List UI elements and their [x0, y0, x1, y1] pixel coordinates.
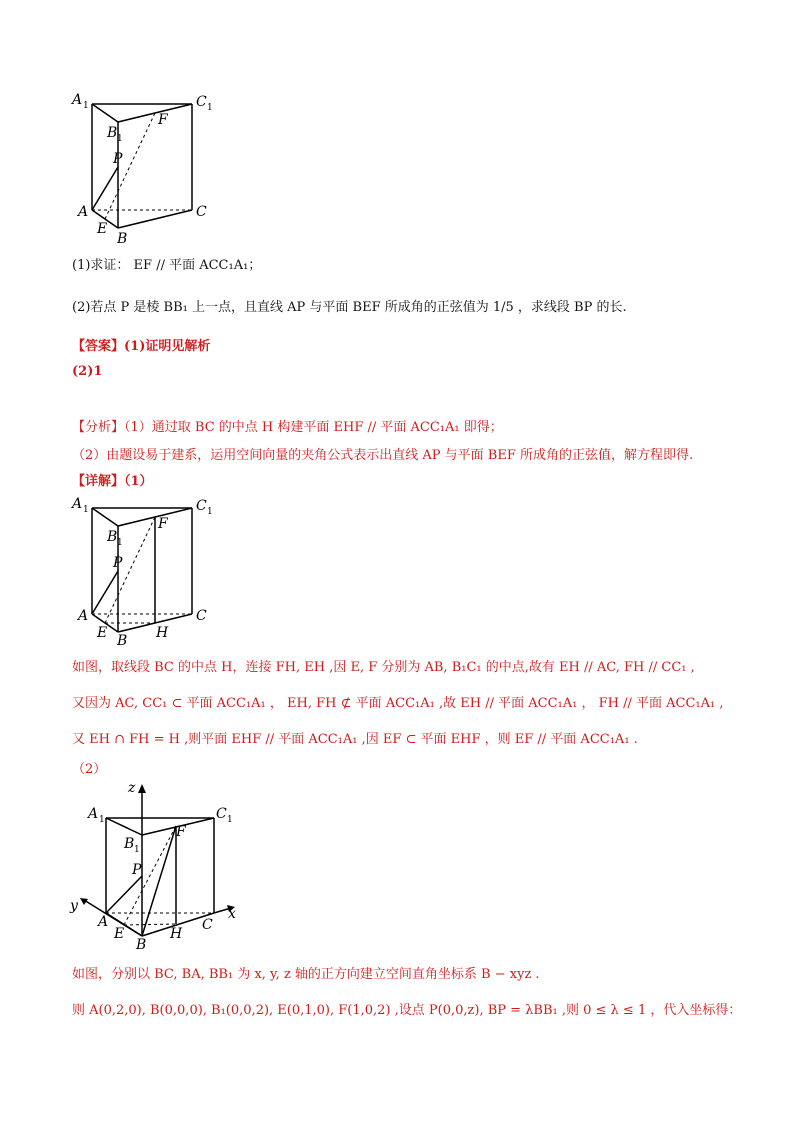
label-C: C [196, 608, 207, 624]
label-F: F [158, 516, 168, 532]
sub-1: 1 [207, 507, 213, 517]
detail-3: 又 EH ∩ FH = H ,则平面 EHF // 平面 ACC₁A₁ ,因 EF ⊂ 平面 EHF ，则 EF // 平面 ACC₁A₁ . [72, 732, 638, 747]
label-H: H [156, 625, 169, 641]
label-P: P [113, 555, 123, 571]
label-C: C [202, 917, 213, 933]
question-2: (2)若点 P 是棱 BB₁ 上一点，且直线 AP 与平面 BEF 所成角的正弦值为 1/5 ，求线段 BP 的长. [72, 300, 627, 315]
coordinate-setup: 如图，分别以 BC, BA, BB₁ 为 x, y, z 轴的正方向建立空间直角坐标系 B − xyz . [72, 967, 540, 982]
sub-1: 1 [207, 103, 213, 113]
label-A1: A [88, 806, 99, 822]
detail-2: 又因为 AC, CC₁ ⊂ 平面 ACC₁A₁ ， EH, FH ⊄ 平面 ACC₁A₁ ,故 EH // 平面 ACC₁A₁ ， FH // 平面 ACC₁A₁ , [72, 696, 724, 711]
answer-line-1: 【答案】(1)证明见解析 [72, 339, 211, 354]
label-H: H [170, 926, 183, 942]
detail-1: 如图，取线段 BC 的中点 H，连接 FH, EH ,因 E, F 分别为 AB, B₁C₁ 的中点,故有 EH // AC, FH // CC₁ , [72, 660, 695, 675]
label-A: A [78, 204, 89, 220]
analysis-1: 【分析】（1）通过取 BC 的中点 H 构建平面 EHF // 平面 ACC₁A₁ 即得； [72, 420, 503, 435]
coordinate-points: 则 A(0,2,0), B(0,0,0), B₁(0,0,2), E(0,1,0), F(1,0,2) ,设点 P(0,0,z), BP = λBB₁ ,则 0 ≤ λ ≤ 1 ，代入坐标得： [72, 1003, 742, 1018]
label-B1: B [107, 125, 118, 141]
label-E: E [97, 221, 108, 237]
label-F: F [176, 824, 186, 840]
label-P: P [132, 862, 142, 878]
label-A: A [98, 914, 109, 930]
sub-1: 1 [117, 134, 123, 144]
label-B1: B [124, 836, 135, 852]
sub-1: 1 [134, 845, 140, 855]
label-B: B [117, 633, 128, 646]
label-B: B [117, 231, 128, 247]
label-C1: C [216, 806, 227, 822]
label-B1: B [107, 529, 118, 545]
sub-1: 1 [83, 101, 89, 111]
answer-line-2: (2)1 [72, 364, 103, 379]
sub-1: 1 [227, 815, 233, 825]
sub-1: 1 [83, 505, 89, 515]
sub-1: 1 [117, 538, 123, 548]
axis-z: z [128, 780, 136, 796]
part-2-heading: （2） [72, 762, 107, 777]
label-C1: C [196, 498, 207, 514]
sub-1: 1 [99, 815, 105, 825]
figure-prism-1 [70, 92, 230, 247]
label-E: E [114, 926, 125, 942]
label-A1: A [72, 92, 83, 108]
label-C1: C [196, 94, 207, 110]
figure-prism-coordinate [66, 778, 246, 950]
figure-prism-2 [70, 496, 230, 646]
axis-y: y [70, 898, 78, 914]
label-C: C [196, 204, 207, 220]
detail-heading: 【详解】（1） [72, 474, 153, 489]
label-A1: A [72, 496, 83, 512]
label-B: B [136, 937, 147, 950]
question-1: (1)求证： EF // 平面 ACC₁A₁； [72, 258, 262, 273]
label-A: A [78, 608, 89, 624]
analysis-2: （2）由题设易于建系，运用空间向量的夹角公式表示出直线 AP 与平面 BEF 所成角的正弦值，解方程即得. [72, 448, 694, 463]
label-F: F [158, 112, 168, 128]
label-E: E [97, 625, 108, 641]
label-P: P [113, 151, 123, 167]
axis-x: x [228, 906, 236, 922]
